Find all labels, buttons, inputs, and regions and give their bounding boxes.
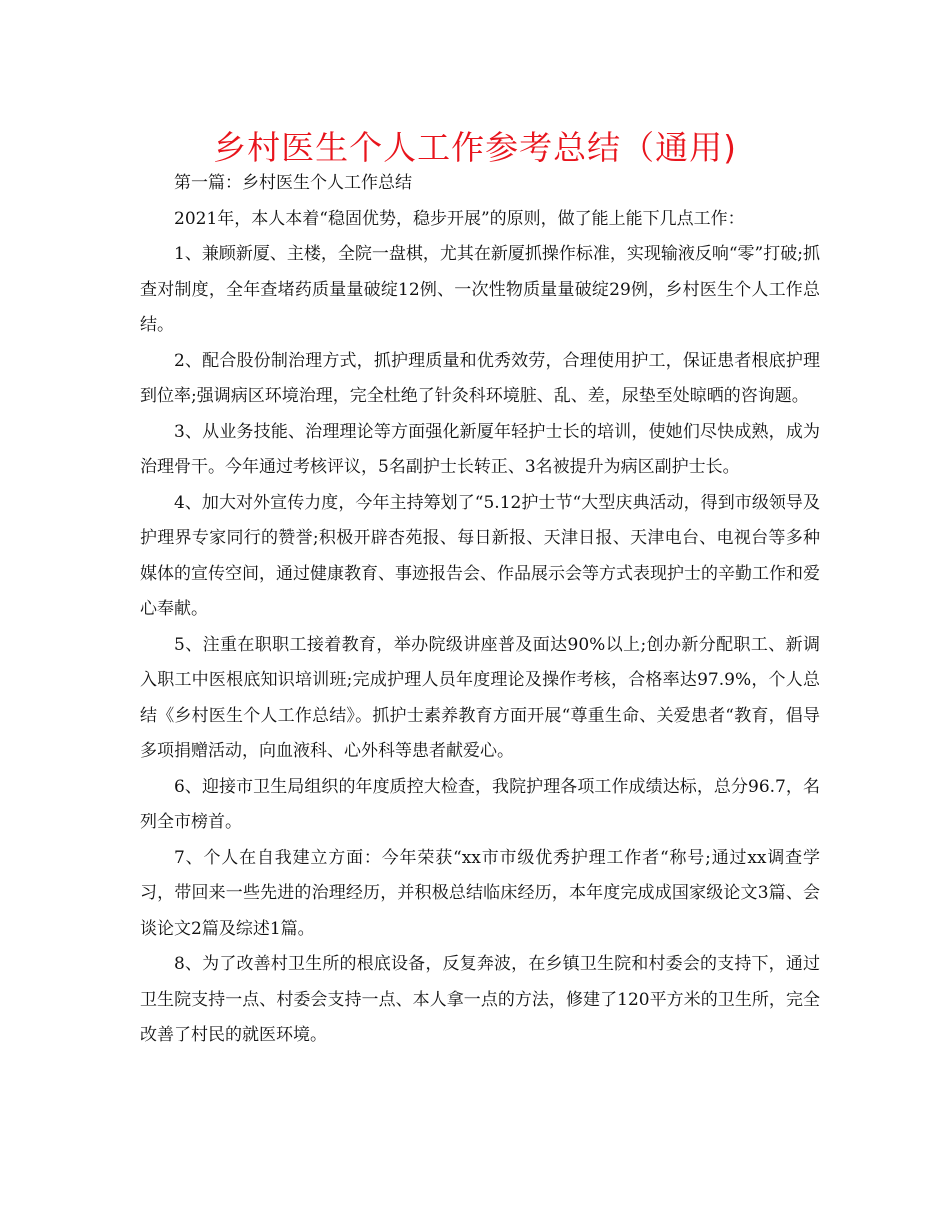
paragraph-item-8: 8、为了改善村卫生所的根底设备，反复奔波，在乡镇卫生院和村委会的支持下，通过卫生院支持一点、村委会支持一点、本人拿一点的方法，修建了120平方米的卫生所，完全改善了村民的就医环境。 [140, 954, 820, 1045]
paragraph-item-1: 1、兼顾新厦、主楼，全院一盘棋，尤其在新厦抓操作标准，实现输液反响“零”打破;抓查对制度，全年查堵药质量量破绽12例、一次性物质量量破绽29例，乡村医生个人工作总结。 [140, 244, 820, 335]
paragraph-item-7: 7、个人在自我建立方面：今年荣获“xx市市级优秀护理工作者“称号;通过xx调查学习，带回来一些先进的治理经历，并积极总结临床经历，本年度完成成国家级论文3篇、会谈论文2篇及综述1篇。 [140, 847, 820, 939]
paragraph-item-5: 5、注重在职职工接着教育，举办院级讲座普及面达90%以上;创办新分配职工、新调入职工中医根底知识培训班;完成护理人员年度理论及操作考核，合格率达97.9%，个人总结《乡村医生个人工作总结》。抓护士素养教育方面开展“尊重生命、关爱患者“教育，倡导多项捐赠活动，向血液科、心外科等患者献爱心。 [140, 634, 820, 761]
document-body [140, 166, 820, 1054]
paragraph-item-6: 6、迎接市卫生局组织的年度质控大检查，我院护理各项工作成绩达标，总分96.7，名列全市榜首。 [140, 776, 820, 832]
document-title: 乡村医生个人工作参考总结（通用) [213, 128, 737, 167]
paragraph-item-3: 3、从业务技能、治理理论等方面强化新厦年轻护士长的培训，使她们尽快成熟，成为治理骨干。今年通过考核评议，5名副护士长转正、3名被提升为病区副护士长。 [140, 421, 820, 477]
section-heading: 第一篇：乡村医生个人工作总结 [174, 173, 412, 193]
paragraph-item-2: 2、配合股份制治理方式，抓护理质量和优秀效劳，合理使用护工，保证患者根底护理到位率;强调病区环境治理，完全杜绝了针灸科环境脏、乱、差，尿垫至处晾晒的咨询题。 [140, 350, 820, 406]
intro-paragraph: 2021年，本人本着“稳固优势，稳步开展”的原则，做了能上能下几点工作： [174, 208, 745, 229]
paragraph-item-4: 4、加大对外宣传力度，今年主持筹划了“5.12护士节“大型庆典活动，得到市级领导及护理界专家同行的赞誉;积极开辟杏苑报、每日新报、天津日报、天津电台、电视台等多种媒体的宣传空间，通过健康教育、事迹报告会、作品展示会等方式表现护士的辛勤工作和爱心奉献。 [140, 492, 820, 619]
